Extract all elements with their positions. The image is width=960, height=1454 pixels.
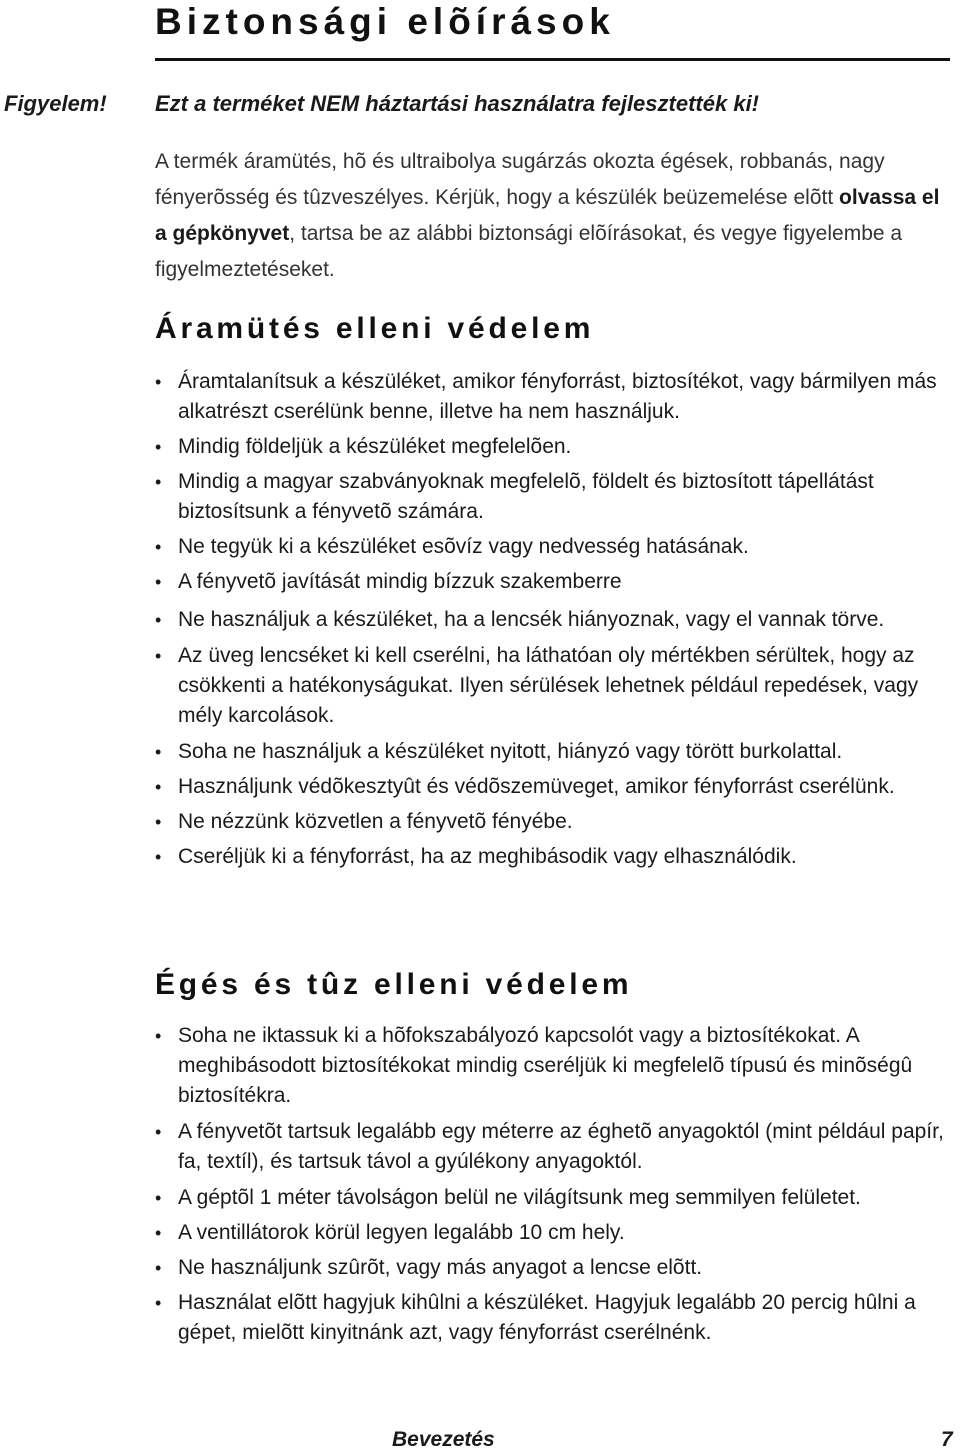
list-item — [155, 1021, 955, 1111]
bullet-icon: • — [155, 1258, 162, 1278]
bullet-icon: • — [155, 472, 162, 492]
intro-bold-text: olvassa el a gépkönyvet — [155, 186, 940, 245]
list-item-text: Mindig a magyar szabványoknak megfelelõ, földelt és biztosított tápellátást biztosítsunk a fényvetõ számára. — [178, 470, 874, 523]
list-item-text: Áramtalanítsuk a készüléket, amikor fényforrást, biztosítékot, vagy bármilyen más alkatrészt cserélünk benne, illetve ha nem használjuk. — [178, 370, 937, 423]
bullet-icon: • — [155, 1026, 162, 1046]
bullet-icon: • — [155, 847, 162, 867]
list-item — [155, 1288, 955, 1348]
bullet-icon: • — [155, 437, 162, 457]
list-item — [155, 641, 955, 731]
bullet-icon: • — [155, 646, 162, 666]
intro-text-part1: A termék áramütés, hõ és ultraibolya sugárzás okozta égések, robbanás, nagy fényerõsség és tûzveszélyes. Kérjük, hogy a készülék beüzemelése elõtt — [155, 150, 885, 209]
list-item-text: Ne tegyük ki a készüléket esõvíz vagy nedvesség hatásának. — [178, 535, 749, 558]
page-title: Biztonsági elõírások — [155, 1, 615, 42]
list-item — [155, 737, 955, 767]
list-item — [155, 842, 955, 872]
list-item-text: Használjunk védõkesztyût és védõszemüveget, amikor fényforrást cserélünk. — [178, 775, 895, 798]
list-item-text: A fényvetõt tartsuk legalább egy méterre az éghetõ anyagoktól (mint például papír, fa, textíl), és tartsuk távol a gyúlékony anyagoktól. — [178, 1120, 944, 1173]
list-item — [155, 467, 955, 527]
bullet-icon: • — [155, 812, 162, 832]
list-item — [155, 432, 955, 462]
bullet-icon: • — [155, 572, 162, 592]
bullet-icon: • — [155, 537, 162, 557]
list-item — [155, 532, 955, 562]
warning-text: Ezt a terméket NEM háztartási használatra fejlesztették ki! — [155, 91, 760, 116]
bullet-icon: • — [155, 610, 162, 630]
list-item — [155, 1183, 955, 1213]
list-item-text: Mindig földeljük a készüléket megfelelõen. — [178, 435, 572, 458]
list-item — [155, 1253, 955, 1283]
page-number: 7 — [941, 1428, 953, 1451]
bullet-icon: • — [155, 777, 162, 797]
intro-text-part2: , tartsa be az alábbi biztonsági elõírásokat, és vegye figyelembe a figyelmeztetéseket. — [155, 222, 903, 281]
bullet-icon: • — [155, 742, 162, 762]
list-item-text: A ventillátorok körül legyen legalább 10 cm hely. — [178, 1221, 625, 1244]
list-item-text: A fényvetõ javítását mindig bízzuk szakemberre — [178, 570, 622, 593]
list-item — [155, 367, 955, 427]
bullet-icon: • — [155, 1293, 162, 1313]
list-item-text: Soha ne használjuk a készüléket nyitott, hiányzó vagy törött burkolattal. — [178, 740, 843, 763]
list-item — [155, 1218, 955, 1248]
list-item — [155, 1117, 955, 1177]
list-item-text: Használat elõtt hagyjuk kihûlni a készüléket. Hagyjuk legalább 20 percig hûlni a gépet, mielõtt kinyitnánk azt, vagy fényforrást cserélnénk. — [178, 1291, 916, 1344]
list-item-text: Ne használjunk szûrõt, vagy más anyagot a lencse elõtt. — [178, 1256, 703, 1279]
footer-section-label: Bevezetés — [392, 1428, 495, 1451]
intro-paragraph — [155, 144, 955, 288]
electric-shock-list — [155, 367, 955, 877]
bullet-icon: • — [155, 1122, 162, 1142]
bullet-icon: • — [155, 1188, 162, 1208]
list-item-text: A géptõl 1 méter távolságon belül ne világítsunk meg semmilyen felületet. — [178, 1186, 861, 1209]
list-item — [155, 772, 955, 802]
list-item — [155, 807, 955, 837]
list-item-text: Az üveg lencséket ki kell cserélni, ha láthatóan oly mértékben sérültek, hogy az csökkenti a hatékonyságukat. Ilyen sérülések lehetnek például repedések, vagy mély karcolások. — [178, 644, 919, 727]
list-item-text: Ne használjuk a készüléket, ha a lencsék hiányoznak, vagy el vannak törve. — [178, 608, 885, 631]
list-item-text: Soha ne iktassuk ki a hõfokszabályozó kapcsolót vagy a biztosítékokat. A meghibásodott biztosítékokat mindig cseréljük ki megfelelõ típusú és minõségû biztosítékra. — [178, 1024, 913, 1107]
bullet-icon: • — [155, 372, 162, 392]
fire-protection-list — [155, 1021, 955, 1353]
title-divider — [155, 58, 950, 61]
bullet-icon: • — [155, 1223, 162, 1243]
list-item — [155, 605, 955, 635]
list-item — [155, 567, 955, 597]
section-heading-electric-shock: Áramütés elleni védelem — [155, 312, 595, 345]
section-heading-fire: Égés és tûz elleni védelem — [155, 968, 633, 1001]
list-item-text: Ne nézzünk közvetlen a fényvetõ fényébe. — [178, 810, 573, 833]
list-item-text: Cseréljük ki a fényforrást, ha az meghibásodik vagy elhasználódik. — [178, 845, 797, 868]
warning-label: Figyelem! — [4, 91, 107, 116]
